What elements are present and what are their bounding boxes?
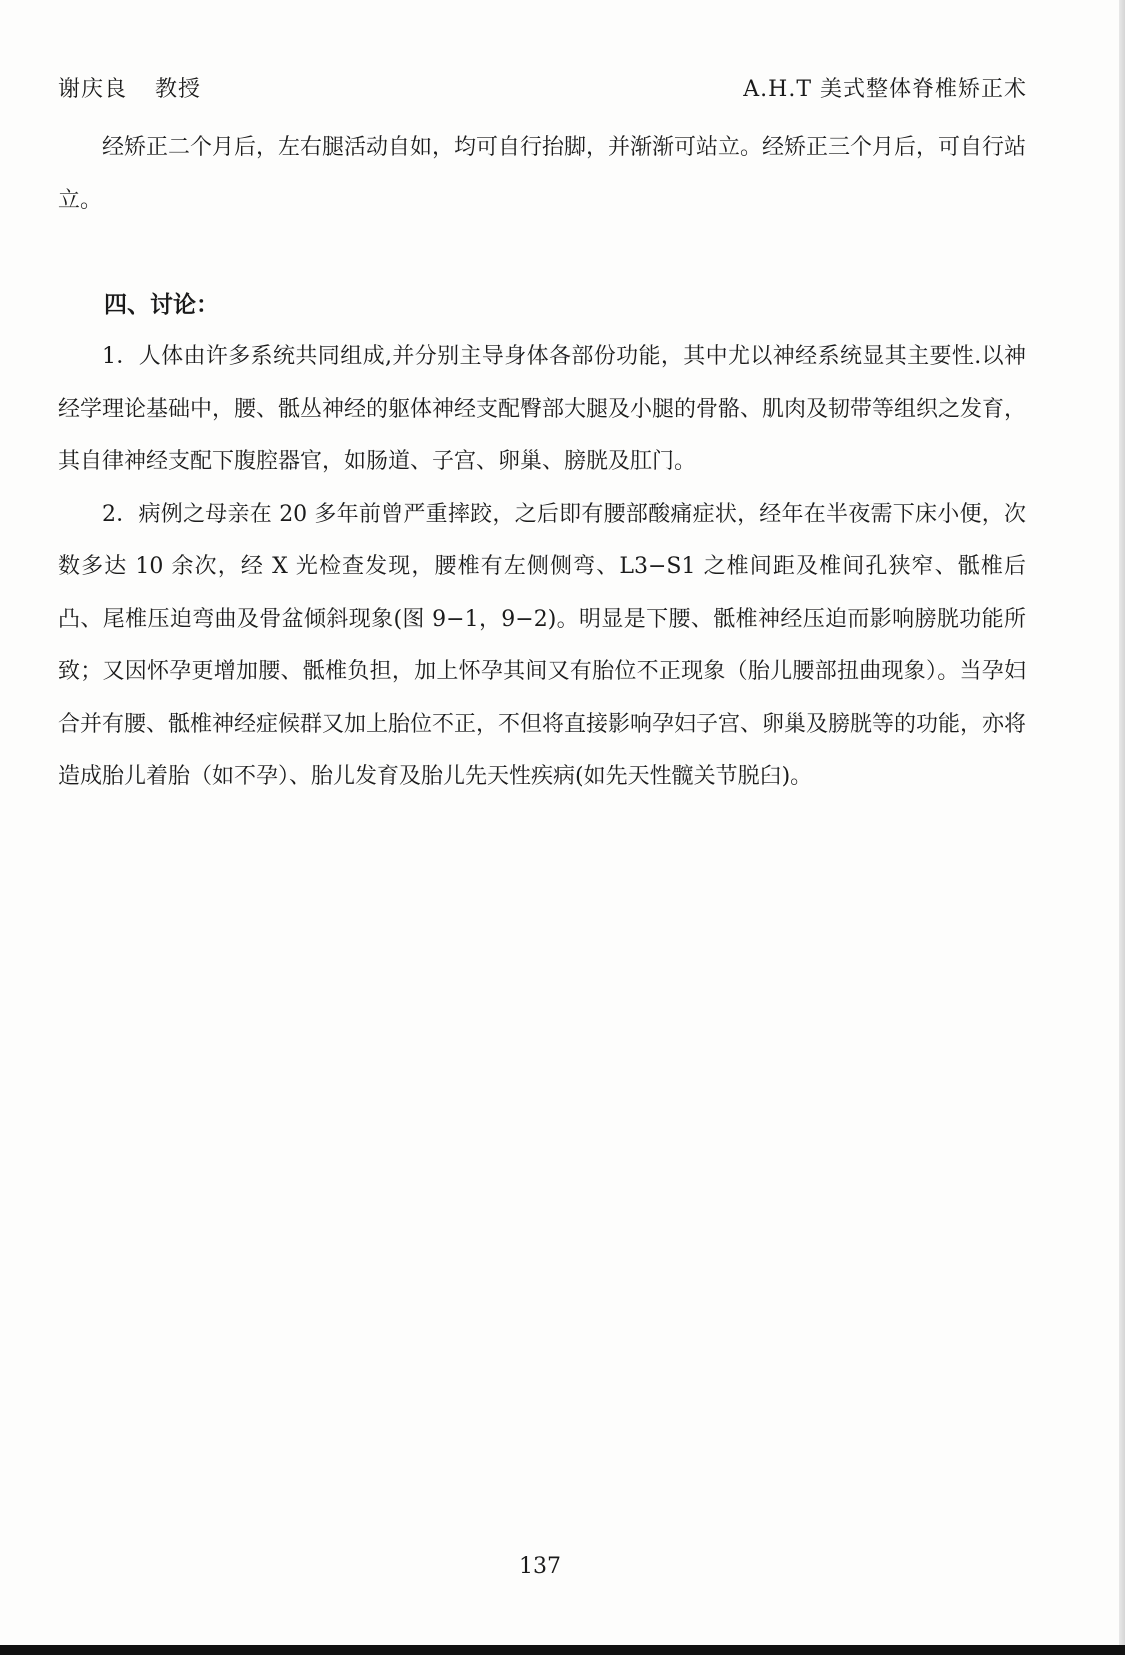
discussion-paragraph-1: 1．人体由许多系统共同组成,并分别主导身体各部份功能，其中尤以神经系统显其主要性.以神经学理论基础中，腰、骶丛神经的躯体神经支配臀部大腿及小腿的骨骼、肌肉及韧带等组织之发育，其自律神经支配下腹腔器官，如肠道、子宫、卵巢、膀胱及肛门。 — [58, 344, 1027, 474]
section-heading: 四、讨论： — [104, 291, 219, 318]
header-book-title: A.H.T 美式整体脊椎矫正术 — [743, 77, 1027, 102]
discussion-paragraph-2: 2．病例之母亲在 20 多年前曾严重摔跤，之后即有腰部酸痛症状，经年在半夜需下床小便，次数多达 10 余次，经 X 光检查发现，腰椎有左侧侧弯、L3−S1 之椎间距及椎间孔狭窄、骶椎后凸、尾椎压迫弯曲及骨盆倾斜现象(图 9−1，9−2)。明显是下腰、骶椎神经压迫而影响膀胱功能所致；又因怀孕更增加腰、骶椎负担，加上怀孕其间又有胎位不正现象（胎儿腰部扭曲现象）。当孕妇合并有腰、骶椎神经症候群又加上胎位不正，不但将直接影响孕妇子宫、卵巢及膀胱等的功能，亦将造成胎儿着胎（如不孕）、胎儿发育及胎儿先天性疾病(如先天性髋关节脱臼)。 — [58, 501, 1027, 789]
page-body — [58, 122, 1026, 804]
header-author: 谢庆良 — [58, 77, 128, 102]
intro-paragraph: 经矫正二个月后，左右腿活动自如，均可自行抬脚，并渐渐可站立。经矫正三个月后，可自行站立。 — [58, 135, 1027, 213]
scan-edge-shadow — [1119, 0, 1125, 1655]
header-author-title: 教授 — [155, 77, 202, 102]
header-author-block — [58, 72, 201, 103]
running-header — [58, 72, 1027, 108]
scan-bottom-border — [0, 1645, 1125, 1655]
page-number: 137 — [519, 1554, 561, 1579]
